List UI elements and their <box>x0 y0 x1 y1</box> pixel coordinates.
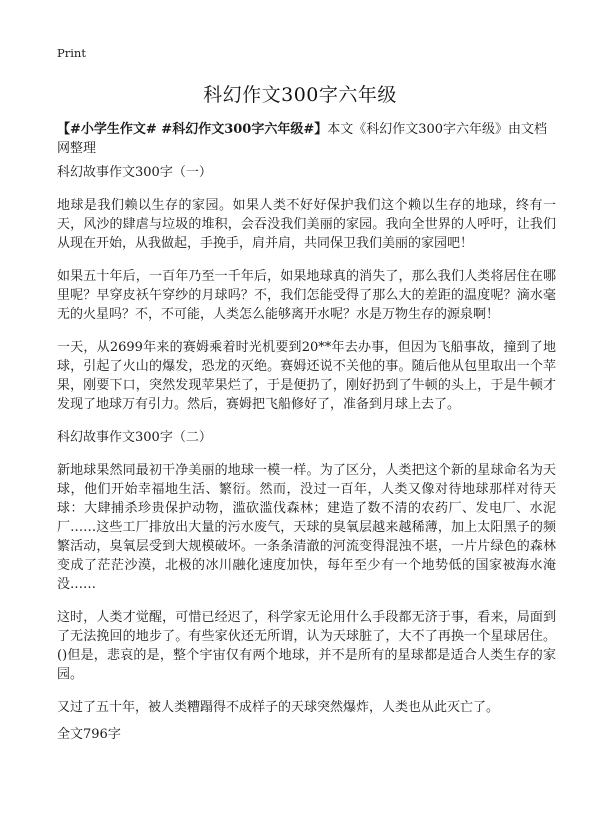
section-heading: 科幻故事作文300字（一） <box>57 165 212 180</box>
section-heading: 科幻故事作文300字（二） <box>57 430 212 445</box>
article-paragraph: 这时，人类才觉醒，可惜已经迟了，科学家无论用什么手段都无济于事，看来，局面到了无法挽回的地步了。有些家伙还无所谓，认为天球脏了，大不了再换一个星球居住。()但是，悲哀的是，整个宇宙仅有两个地球，并不是所有的星球都是适合人类生存的家园。 <box>57 610 556 682</box>
intro-tags: 【#小学生作文# #科幻作文300字六年级#】 <box>57 122 328 137</box>
word-count: 全文796字 <box>57 727 121 742</box>
article-paragraph: 地球是我们赖以生存的家园。如果人类不好好保护我们这个赖以生存的地球，终有一天，风沙的肆虐与垃圾的堆积，会吞没我们美丽的家园。我向全世界的人呼吁，让我们从现在开始，从我做起，手挽手，肩并肩，共同保卫我们美丽的家园吧！ <box>57 198 556 251</box>
print-link[interactable]: Print <box>57 46 86 60</box>
article-paragraph: 新地球果然同最初干净美丽的地球一模一样。为了区分，人类把这个新的星球命名为天球，他们开始幸福地生活、繁衍。然而，没过一百年，人类又像对待地球那样对待天球：大肆捕杀珍贵保护动物，滥砍滥伐森林；建造了数不清的农药厂、发电厂、水泥厂……这些工厂排放出大量的污水废气，天球的臭氧层越来越稀薄，加上太阳黑子的频繁活动，臭氧层受到大规模破坏。一条条清澈的河流变得混浊不堪，一片片绿色的森林变成了茫茫沙漠，北极的冰川融化速度加快，每年至少有一个地势低的国家被海水淹没…… <box>57 463 556 592</box>
article-content <box>57 163 556 731</box>
article-paragraph: 如果五十年后，一百年乃至一千年后，如果地球真的消失了，那么我们人类将居住在哪里呢？早穿皮袄午穿纱的月球吗？不，我们怎能受得了那么大的差距的温度呢？滴水毫无的火星吗？不，不可能，人类怎么能够离开水呢？水是万物生存的源泉啊！ <box>57 269 556 322</box>
article-paragraph: 一天，从2699年来的赛姆乘着时光机要到20**年去办事，但因为飞船事故，撞到了地球，引起了火山的爆发，恐龙的灭绝。赛姆还说不关他的事。随后他从包里取出一个苹果，刚要下口，突然发现苹果烂了，于是便扔了，刚好扔到了牛顿的头上，于是牛顿才发现了地球万有引力。然后，赛姆把飞船修好了，准备到月球上去了。 <box>57 340 556 412</box>
document-intro <box>57 120 556 158</box>
article-paragraph: 又过了五十年，被人类糟蹋得不成样子的天球突然爆炸，人类也从此灭亡了。 <box>57 700 500 715</box>
intro-text: 本文《科幻作文300字六年级》由文档网整理 <box>57 122 548 156</box>
document-title: 科幻作文300字六年级 <box>203 84 397 106</box>
